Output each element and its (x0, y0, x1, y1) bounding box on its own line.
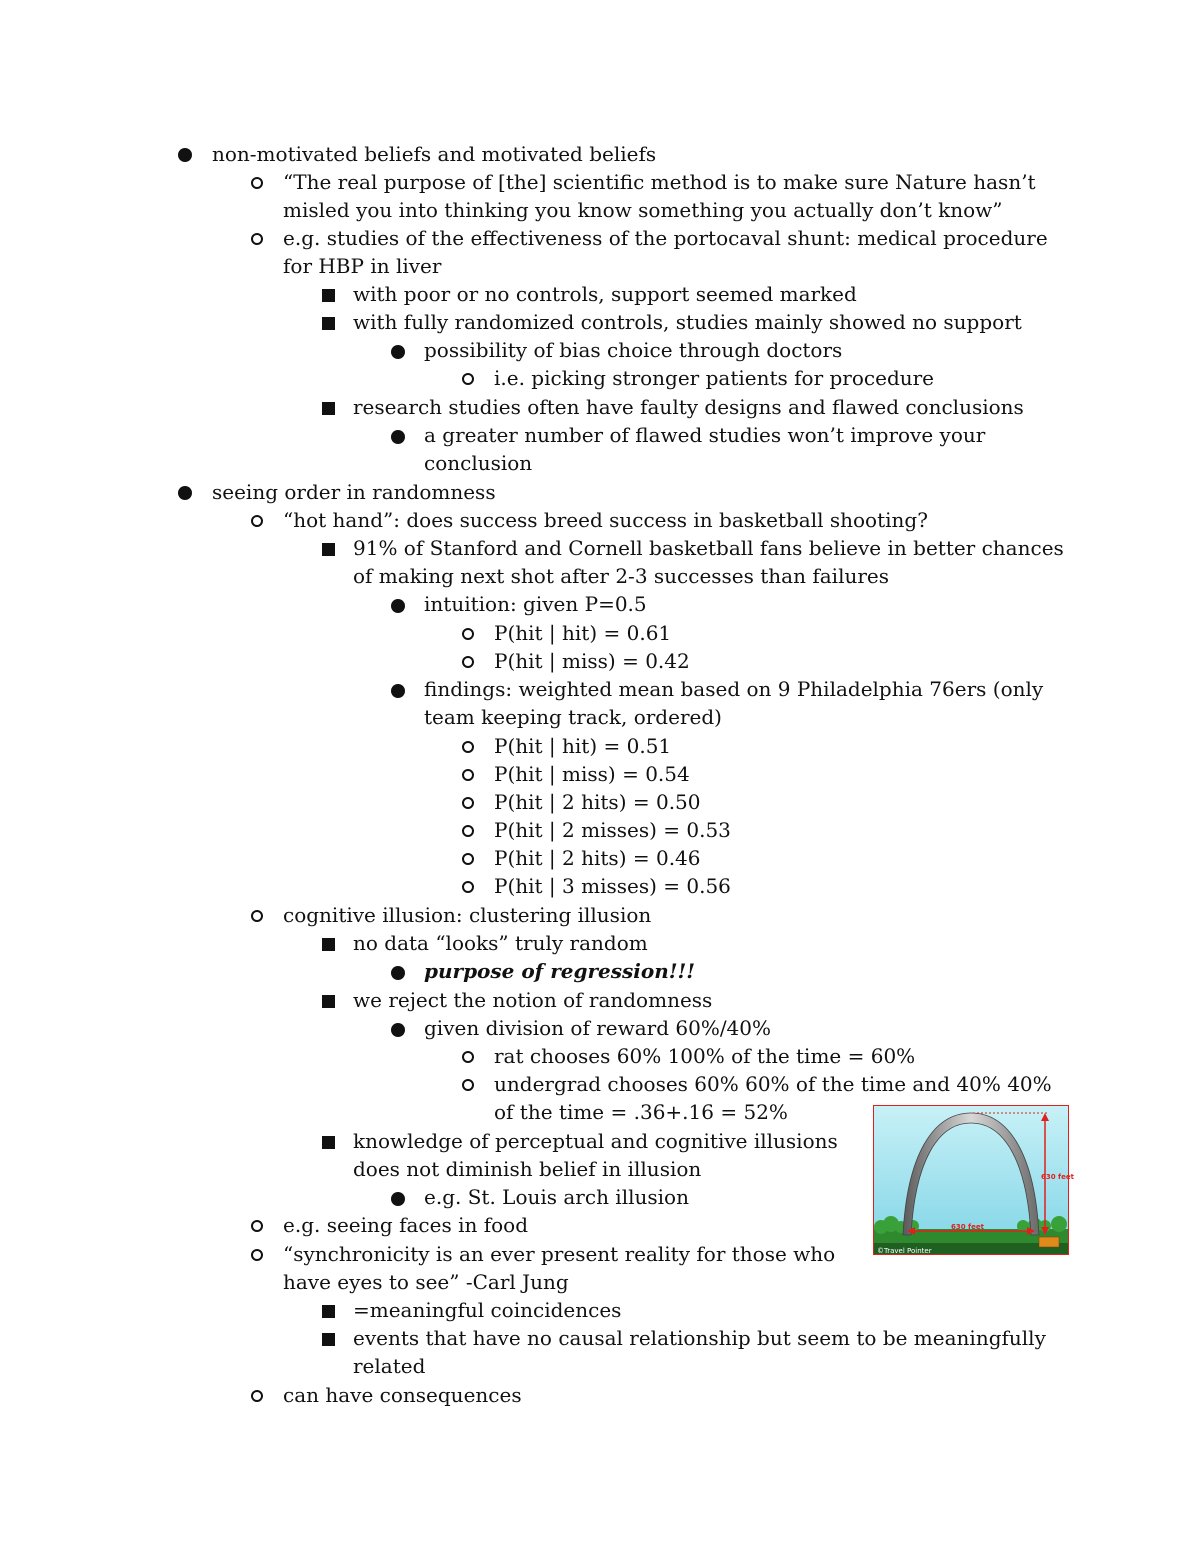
bullet-square (322, 543, 335, 556)
bullet-filled-circle (178, 148, 192, 162)
list-item-text: e.g. St. Louis arch illusion (424, 1185, 689, 1209)
bullet-square (322, 995, 335, 1008)
bullet-filled-circle (178, 486, 192, 500)
list-item-text: can have consequences (283, 1383, 522, 1407)
image-caption: ©Travel Pointer (877, 1247, 932, 1255)
bullet-square (322, 289, 335, 302)
list-item-text: P(hit | miss) = 0.54 (494, 762, 690, 786)
bullet-hollow-circle (462, 769, 474, 781)
bullet-square (322, 1305, 335, 1318)
list-item-text: conclusion (424, 451, 533, 475)
bullet-filled-circle (391, 345, 405, 359)
list-item-text: findings: weighted mean based on 9 Philadelphia 76ers (only (424, 677, 1044, 701)
list-item-text: e.g. studies of the effectiveness of the portocaval shunt: medical procedure (283, 226, 1048, 250)
list-item-text: knowledge of perceptual and cognitive illusions (353, 1129, 838, 1153)
bullet-hollow-circle (251, 1390, 263, 1402)
bullet-square (322, 1333, 335, 1346)
bullet-square (322, 938, 335, 951)
list-item-text: P(hit | miss) = 0.42 (494, 649, 690, 673)
bullet-hollow-circle (251, 177, 263, 189)
list-item-text: rat chooses 60% 100% of the time = 60% (494, 1044, 916, 1068)
list-item-text: P(hit | hit) = 0.51 (494, 734, 672, 758)
list-item-text: e.g. seeing faces in food (283, 1213, 528, 1237)
list-item-text: we reject the notion of randomness (353, 988, 713, 1012)
list-item-text: seeing order in randomness (212, 480, 496, 504)
bullet-filled-circle (391, 599, 405, 613)
list-item-text: cognitive illusion: clustering illusion (283, 903, 652, 927)
list-item-text: i.e. picking stronger patients for procedure (494, 366, 935, 390)
bullet-hollow-circle (462, 881, 474, 893)
bullet-square (322, 317, 335, 330)
list-item-text: given division of reward 60%/40% (424, 1016, 772, 1040)
list-item-text: team keeping track, ordered) (424, 705, 722, 729)
list-item-text: possibility of bias choice through doctors (424, 338, 843, 362)
list-item-text: of making next shot after 2-3 successes than failures (353, 564, 890, 588)
list-item-text: have eyes to see” -Carl Jung (283, 1270, 569, 1294)
height-label: 630 feet (1041, 1173, 1074, 1181)
bullet-hollow-circle (462, 628, 474, 640)
list-item-text: with poor or no controls, support seemed marked (353, 282, 857, 306)
list-item-text: misled you into thinking you know something you actually don’t know” (283, 198, 1003, 222)
list-item-text: undergrad chooses 60% 60% of the time and 40% 40% (494, 1072, 1052, 1096)
bullet-hollow-circle (462, 797, 474, 809)
bullet-hollow-circle (462, 1079, 474, 1091)
list-item-text: research studies often have faulty designs and flawed conclusions (353, 395, 1024, 419)
list-item-text: P(hit | 2 misses) = 0.53 (494, 818, 731, 842)
bullet-filled-circle (391, 430, 405, 444)
list-item-text: “The real purpose of [the] scientific method is to make sure Nature hasn’t (283, 170, 1036, 194)
bullet-hollow-circle (462, 825, 474, 837)
bullet-hollow-circle (462, 1051, 474, 1063)
st-louis-arch-illusion-image (873, 1105, 1074, 1255)
bullet-hollow-circle (251, 910, 263, 922)
bullet-hollow-circle (251, 1220, 263, 1232)
list-item-text: a greater number of flawed studies won’t improve your (424, 423, 986, 447)
list-item-text: intuition: given P=0.5 (424, 592, 647, 616)
bullet-hollow-circle (462, 741, 474, 753)
bullet-hollow-circle (251, 233, 263, 245)
list-item-text: non-motivated beliefs and motivated beliefs (212, 142, 657, 166)
list-item-text: does not diminish belief in illusion (353, 1157, 702, 1181)
width-label: 630 feet (951, 1223, 984, 1231)
list-item-text: P(hit | 2 hits) = 0.46 (494, 846, 701, 870)
list-item-text: related (353, 1354, 426, 1378)
bullet-filled-circle (391, 1192, 405, 1206)
list-item-text: with fully randomized controls, studies mainly showed no support (353, 310, 1022, 334)
list-item-text-emphasis: purpose of regression!!! (424, 959, 696, 983)
list-item-text: no data “looks” truly random (353, 931, 648, 955)
list-item-text: “synchronicity is an ever present reality for those who (283, 1242, 836, 1266)
bullet-filled-circle (391, 1023, 405, 1037)
list-item-text: of the time = .36+.16 = 52% (494, 1100, 788, 1124)
list-item-text: =meaningful coincidences (353, 1298, 622, 1322)
bullet-hollow-circle (251, 1249, 263, 1261)
bullet-hollow-circle (462, 853, 474, 865)
building (1039, 1237, 1059, 1247)
list-item-text: P(hit | 3 misses) = 0.56 (494, 874, 731, 898)
list-item-text: 91% of Stanford and Cornell basketball fans believe in better chances (353, 536, 1064, 560)
list-item-text: for HBP in liver (283, 254, 442, 278)
bullet-hollow-circle (462, 373, 474, 385)
bullet-hollow-circle (251, 515, 263, 527)
bullet-hollow-circle (462, 656, 474, 668)
list-item-text: events that have no causal relationship but seem to be meaningfully (353, 1326, 1046, 1350)
list-item-text: “hot hand”: does success breed success in basketball shooting? (283, 508, 928, 532)
bullet-square (322, 1136, 335, 1149)
list-item-text: P(hit | hit) = 0.61 (494, 621, 672, 645)
bullet-filled-circle (391, 966, 405, 980)
list-item-text: P(hit | 2 hits) = 0.50 (494, 790, 701, 814)
bullet-filled-circle (391, 684, 405, 698)
bullet-square (322, 402, 335, 415)
